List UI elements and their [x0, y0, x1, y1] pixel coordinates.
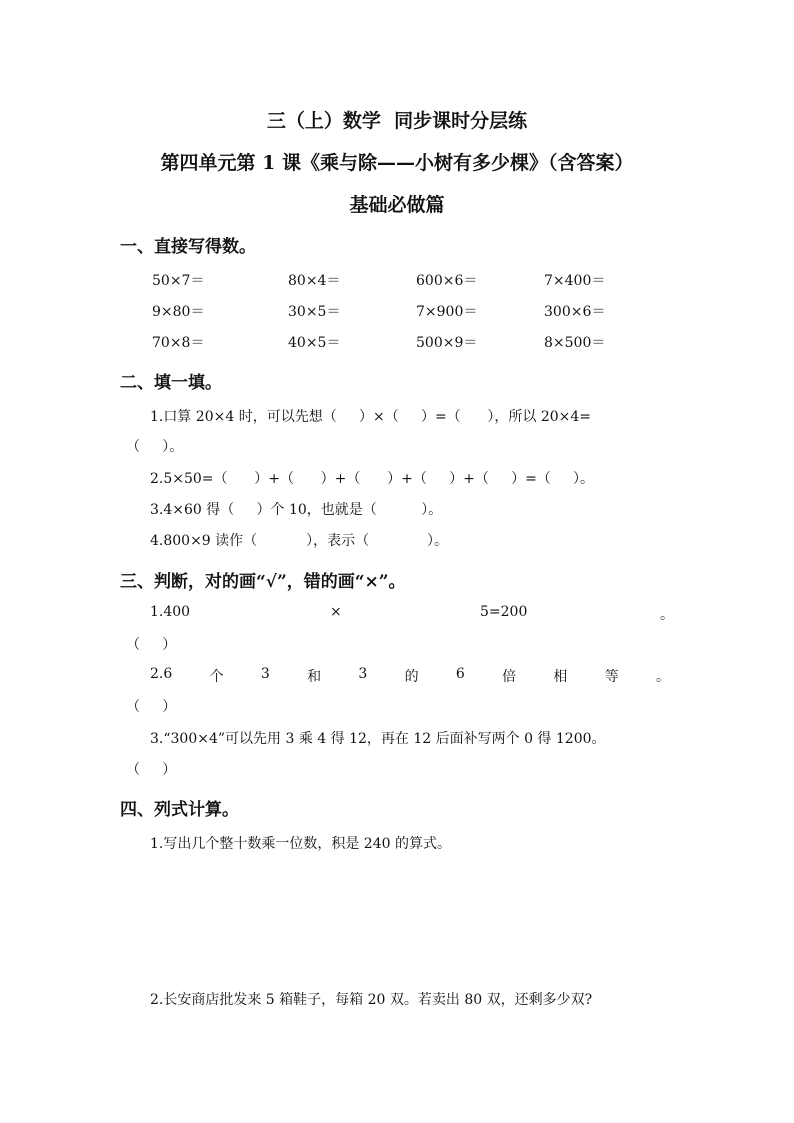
judge-q2-part: 和 [307, 669, 322, 685]
calc-item: 8×500＝ [544, 335, 606, 351]
calc-item: 70×8＝ [152, 335, 205, 351]
judge-q2-part: 的 [404, 669, 419, 685]
fill-question-1: 1.口算 20×4 时，可以先想（ ）×（ ）=（ ），所以 20×4= [150, 409, 592, 425]
calc-item: 600×6＝ [416, 273, 478, 289]
calc-item: 300×6＝ [544, 304, 606, 320]
calc-question-1: 1.写出几个整十数乘一位数，积是 240 的算式。 [150, 836, 451, 852]
fill-question-1-cont: （ ）。 [126, 439, 184, 455]
judge-question-3: 3.“300×4”可以先用 3 乘 4 得 12，再在 12 后面补写两个 0 得 1200。 [150, 731, 606, 747]
section4-heading: 四、列式计算。 [120, 800, 239, 820]
judge-q2-part: 6 [455, 666, 465, 682]
calc-item: 500×9＝ [416, 335, 478, 351]
fill-question-2: 2.5×50=（ ）+（ ）+（ ）+（ ）+（ ）=（ ）。 [150, 471, 595, 487]
section2-heading: 二、填一填。 [120, 373, 222, 393]
judge-q1-part: 。 [660, 607, 674, 623]
calc-item: 7×400＝ [544, 273, 606, 289]
judge-q2-part: 等 [604, 669, 619, 685]
judge-q1-part: 5=200 [480, 604, 528, 620]
judge-q2-part: 。 [656, 669, 670, 685]
calc-item: 9×80＝ [152, 304, 205, 320]
judge-q1-answer: （ ） [126, 637, 177, 653]
judge-q2-part: 倍 [502, 669, 517, 685]
judge-question-2 [150, 666, 670, 686]
judge-q1-part: × [330, 604, 342, 620]
calc-item: 30×5＝ [288, 304, 341, 320]
calc-item: 80×4＝ [288, 273, 341, 289]
section3-heading: 三、判断，对的画“√”，错的画“×”。 [120, 572, 406, 592]
judge-q2-part: 3 [358, 666, 368, 682]
doc-section-title: 基础必做篇 [349, 194, 445, 216]
doc-title: 三（上）数学 同步课时分层练 [266, 110, 528, 132]
calc-item: 40×5＝ [288, 335, 341, 351]
judge-q3-answer: （ ） [126, 762, 177, 778]
judge-q2-answer: （ ） [126, 699, 177, 715]
calc-item: 7×900＝ [416, 304, 478, 320]
judge-q2-part: 个 [209, 669, 224, 685]
doc-subtitle: 第四单元第 1 课《乘与除——小树有多少棵》（含答案） [160, 152, 634, 174]
judge-q2-part: 相 [553, 669, 568, 685]
section1-heading: 一、直接写得数。 [120, 237, 256, 257]
fill-question-3: 3.4×60 得（ ）个 10，也就是（ ）。 [150, 502, 443, 518]
calc-question-2: 2.长安商店批发来 5 箱鞋子，每箱 20 双。若卖出 80 双，还剩多少双? [150, 992, 593, 1008]
judge-q1-part: 1.400 [150, 604, 191, 620]
calc-item: 50×7＝ [152, 273, 205, 289]
judge-q2-part: 3 [260, 666, 270, 682]
fill-question-4: 4.800×9 读作（ ），表示（ ）。 [150, 533, 448, 549]
judge-q2-part: 2.6 [150, 666, 173, 682]
